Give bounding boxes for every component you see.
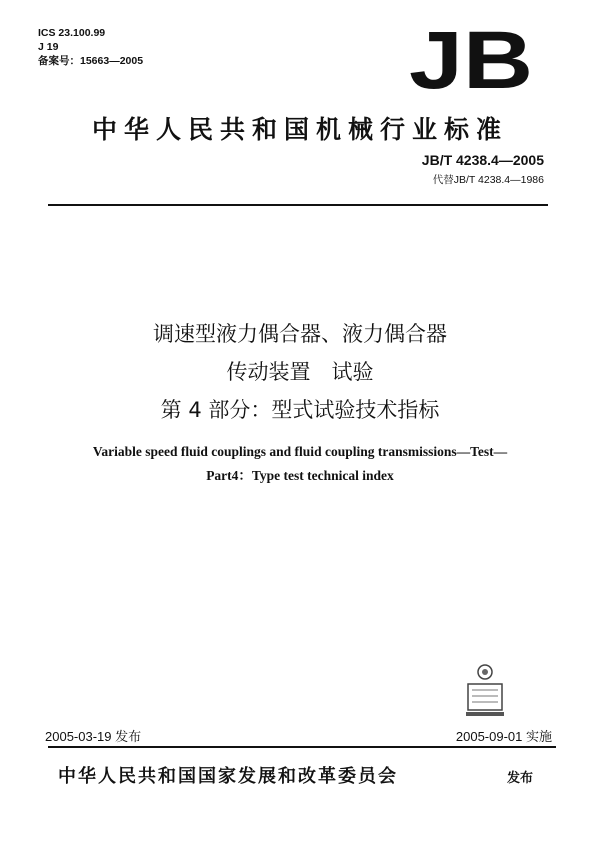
title-cn-line1: 调速型液力偶合器、液力偶合器	[153, 322, 447, 346]
title-cn-line3: 第 4 部分：型式试验技术指标	[160, 398, 440, 422]
implementation-date: 2005-09-01 实施	[455, 729, 552, 744]
ics-code: ICS 23.100.99	[38, 27, 106, 39]
title-en-line1: Variable speed fluid couplings and fluid coupling transmissions—Test—	[92, 444, 508, 459]
org-title: 中华人民共和国机械行业标准	[91, 115, 508, 144]
title-en-line2: Part4：Type test technical index	[206, 468, 394, 483]
filing-number: 备案号：15663—2005	[38, 55, 144, 67]
standard-number: JB/T 4238.4—2005	[421, 152, 544, 168]
jb-logo-icon	[406, 24, 536, 94]
replaces-standard: 代替JB/T 4238.4—1986	[432, 174, 544, 186]
issuing-authority: 中华人民共和国国家发展和改革委员会	[58, 766, 398, 787]
issue-date: 2005-03-19 发布	[45, 729, 142, 744]
top-divider	[48, 204, 548, 206]
bottom-divider	[48, 746, 556, 748]
ccs-code: J 19	[38, 41, 59, 53]
jb-logo-text: JB	[409, 24, 533, 94]
issuer-suffix: 发布	[507, 771, 534, 786]
official-seal-icon	[462, 662, 508, 718]
title-cn-line2: 传动装置 试验	[226, 360, 374, 384]
